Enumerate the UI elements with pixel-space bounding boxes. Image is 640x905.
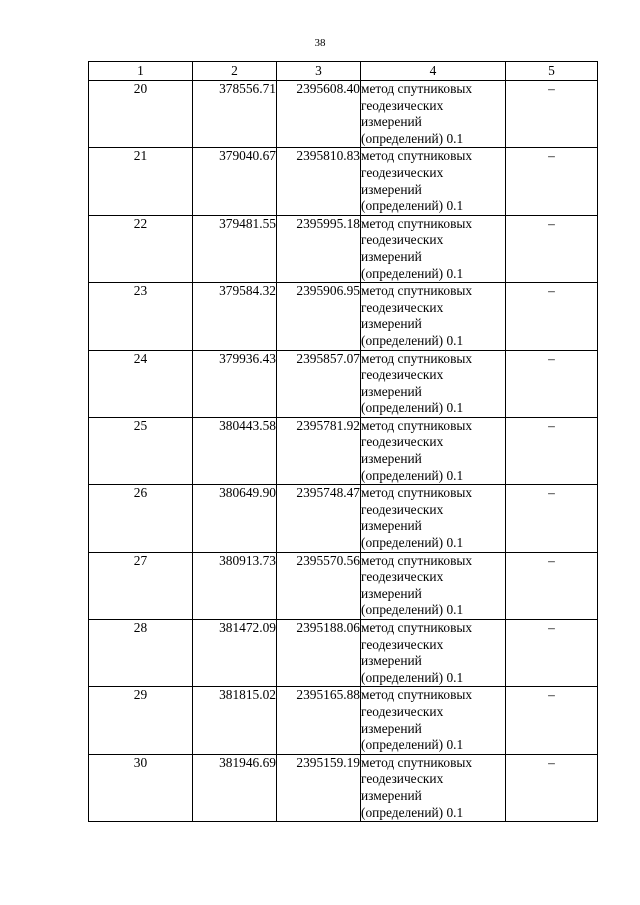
method-cell: метод спутниковых геодезических измерений (определений) 0.1 xyxy=(361,754,506,821)
table-row xyxy=(89,350,598,417)
coordinate-x-cell: 379040.67 xyxy=(193,148,277,215)
coordinate-x-cell: 380913.73 xyxy=(193,552,277,619)
point-number-cell: 24 xyxy=(89,350,193,417)
coordinate-y-cell: 2395810.83 xyxy=(277,148,361,215)
table-row xyxy=(89,283,598,350)
coordinate-y-cell: 2395781.92 xyxy=(277,417,361,484)
method-cell: метод спутниковых геодезических измерений (определений) 0.1 xyxy=(361,620,506,687)
note-cell: – xyxy=(506,552,598,619)
method-cell: метод спутниковых геодезических измерений (определений) 0.1 xyxy=(361,485,506,552)
coordinate-y-cell: 2395165.88 xyxy=(277,687,361,754)
note-cell: – xyxy=(506,485,598,552)
column-header-4: 4 xyxy=(361,62,506,81)
column-header-2: 2 xyxy=(193,62,277,81)
note-cell: – xyxy=(506,148,598,215)
table-row xyxy=(89,81,598,148)
note-cell: – xyxy=(506,350,598,417)
point-number-cell: 28 xyxy=(89,620,193,687)
table-row xyxy=(89,754,598,821)
point-number-cell: 26 xyxy=(89,485,193,552)
method-cell: метод спутниковых геодезических измерений (определений) 0.1 xyxy=(361,417,506,484)
coordinate-y-cell: 2395159.19 xyxy=(277,754,361,821)
table-row xyxy=(89,215,598,282)
note-cell: – xyxy=(506,620,598,687)
note-cell: – xyxy=(506,754,598,821)
coordinate-y-cell: 2395995.18 xyxy=(277,215,361,282)
point-number-cell: 25 xyxy=(89,417,193,484)
note-cell: – xyxy=(506,283,598,350)
table-row xyxy=(89,148,598,215)
coordinate-y-cell: 2395570.56 xyxy=(277,552,361,619)
table-header xyxy=(89,62,598,81)
method-cell: метод спутниковых геодезических измерений (определений) 0.1 xyxy=(361,215,506,282)
method-cell: метод спутниковых геодезических измерений (определений) 0.1 xyxy=(361,687,506,754)
coordinate-y-cell: 2395906.95 xyxy=(277,283,361,350)
method-cell: метод спутниковых геодезических измерений (определений) 0.1 xyxy=(361,552,506,619)
note-cell: – xyxy=(506,81,598,148)
table-row xyxy=(89,417,598,484)
note-cell: – xyxy=(506,215,598,282)
page-number: 38 xyxy=(314,37,326,49)
coordinate-y-cell: 2395857.07 xyxy=(277,350,361,417)
coordinate-x-cell: 381472.09 xyxy=(193,620,277,687)
method-cell: метод спутниковых геодезических измерений (определений) 0.1 xyxy=(361,148,506,215)
coordinate-x-cell: 381815.02 xyxy=(193,687,277,754)
coordinate-y-cell: 2395188.06 xyxy=(277,620,361,687)
point-number-cell: 20 xyxy=(89,81,193,148)
coordinate-y-cell: 2395608.40 xyxy=(277,81,361,148)
coordinate-x-cell: 379481.55 xyxy=(193,215,277,282)
method-cell: метод спутниковых геодезических измерений (определений) 0.1 xyxy=(361,81,506,148)
method-cell: метод спутниковых геодезических измерений (определений) 0.1 xyxy=(361,283,506,350)
point-number-cell: 21 xyxy=(89,148,193,215)
method-cell: метод спутниковых геодезических измерений (определений) 0.1 xyxy=(361,350,506,417)
table-row xyxy=(89,552,598,619)
coordinate-x-cell: 378556.71 xyxy=(193,81,277,148)
table-row xyxy=(89,620,598,687)
note-cell: – xyxy=(506,687,598,754)
header-row xyxy=(89,62,598,81)
column-header-1: 1 xyxy=(89,62,193,81)
coordinate-y-cell: 2395748.47 xyxy=(277,485,361,552)
note-cell: – xyxy=(506,417,598,484)
coordinate-x-cell: 381946.69 xyxy=(193,754,277,821)
point-number-cell: 23 xyxy=(89,283,193,350)
table-body xyxy=(89,81,598,822)
coordinates-table xyxy=(88,61,598,822)
coordinate-x-cell: 379584.32 xyxy=(193,283,277,350)
point-number-cell: 30 xyxy=(89,754,193,821)
column-header-3: 3 xyxy=(277,62,361,81)
point-number-cell: 22 xyxy=(89,215,193,282)
table-row xyxy=(89,485,598,552)
point-number-cell: 27 xyxy=(89,552,193,619)
coordinate-x-cell: 380649.90 xyxy=(193,485,277,552)
table-row xyxy=(89,687,598,754)
coordinate-x-cell: 379936.43 xyxy=(193,350,277,417)
column-header-5: 5 xyxy=(506,62,598,81)
coordinate-x-cell: 380443.58 xyxy=(193,417,277,484)
point-number-cell: 29 xyxy=(89,687,193,754)
